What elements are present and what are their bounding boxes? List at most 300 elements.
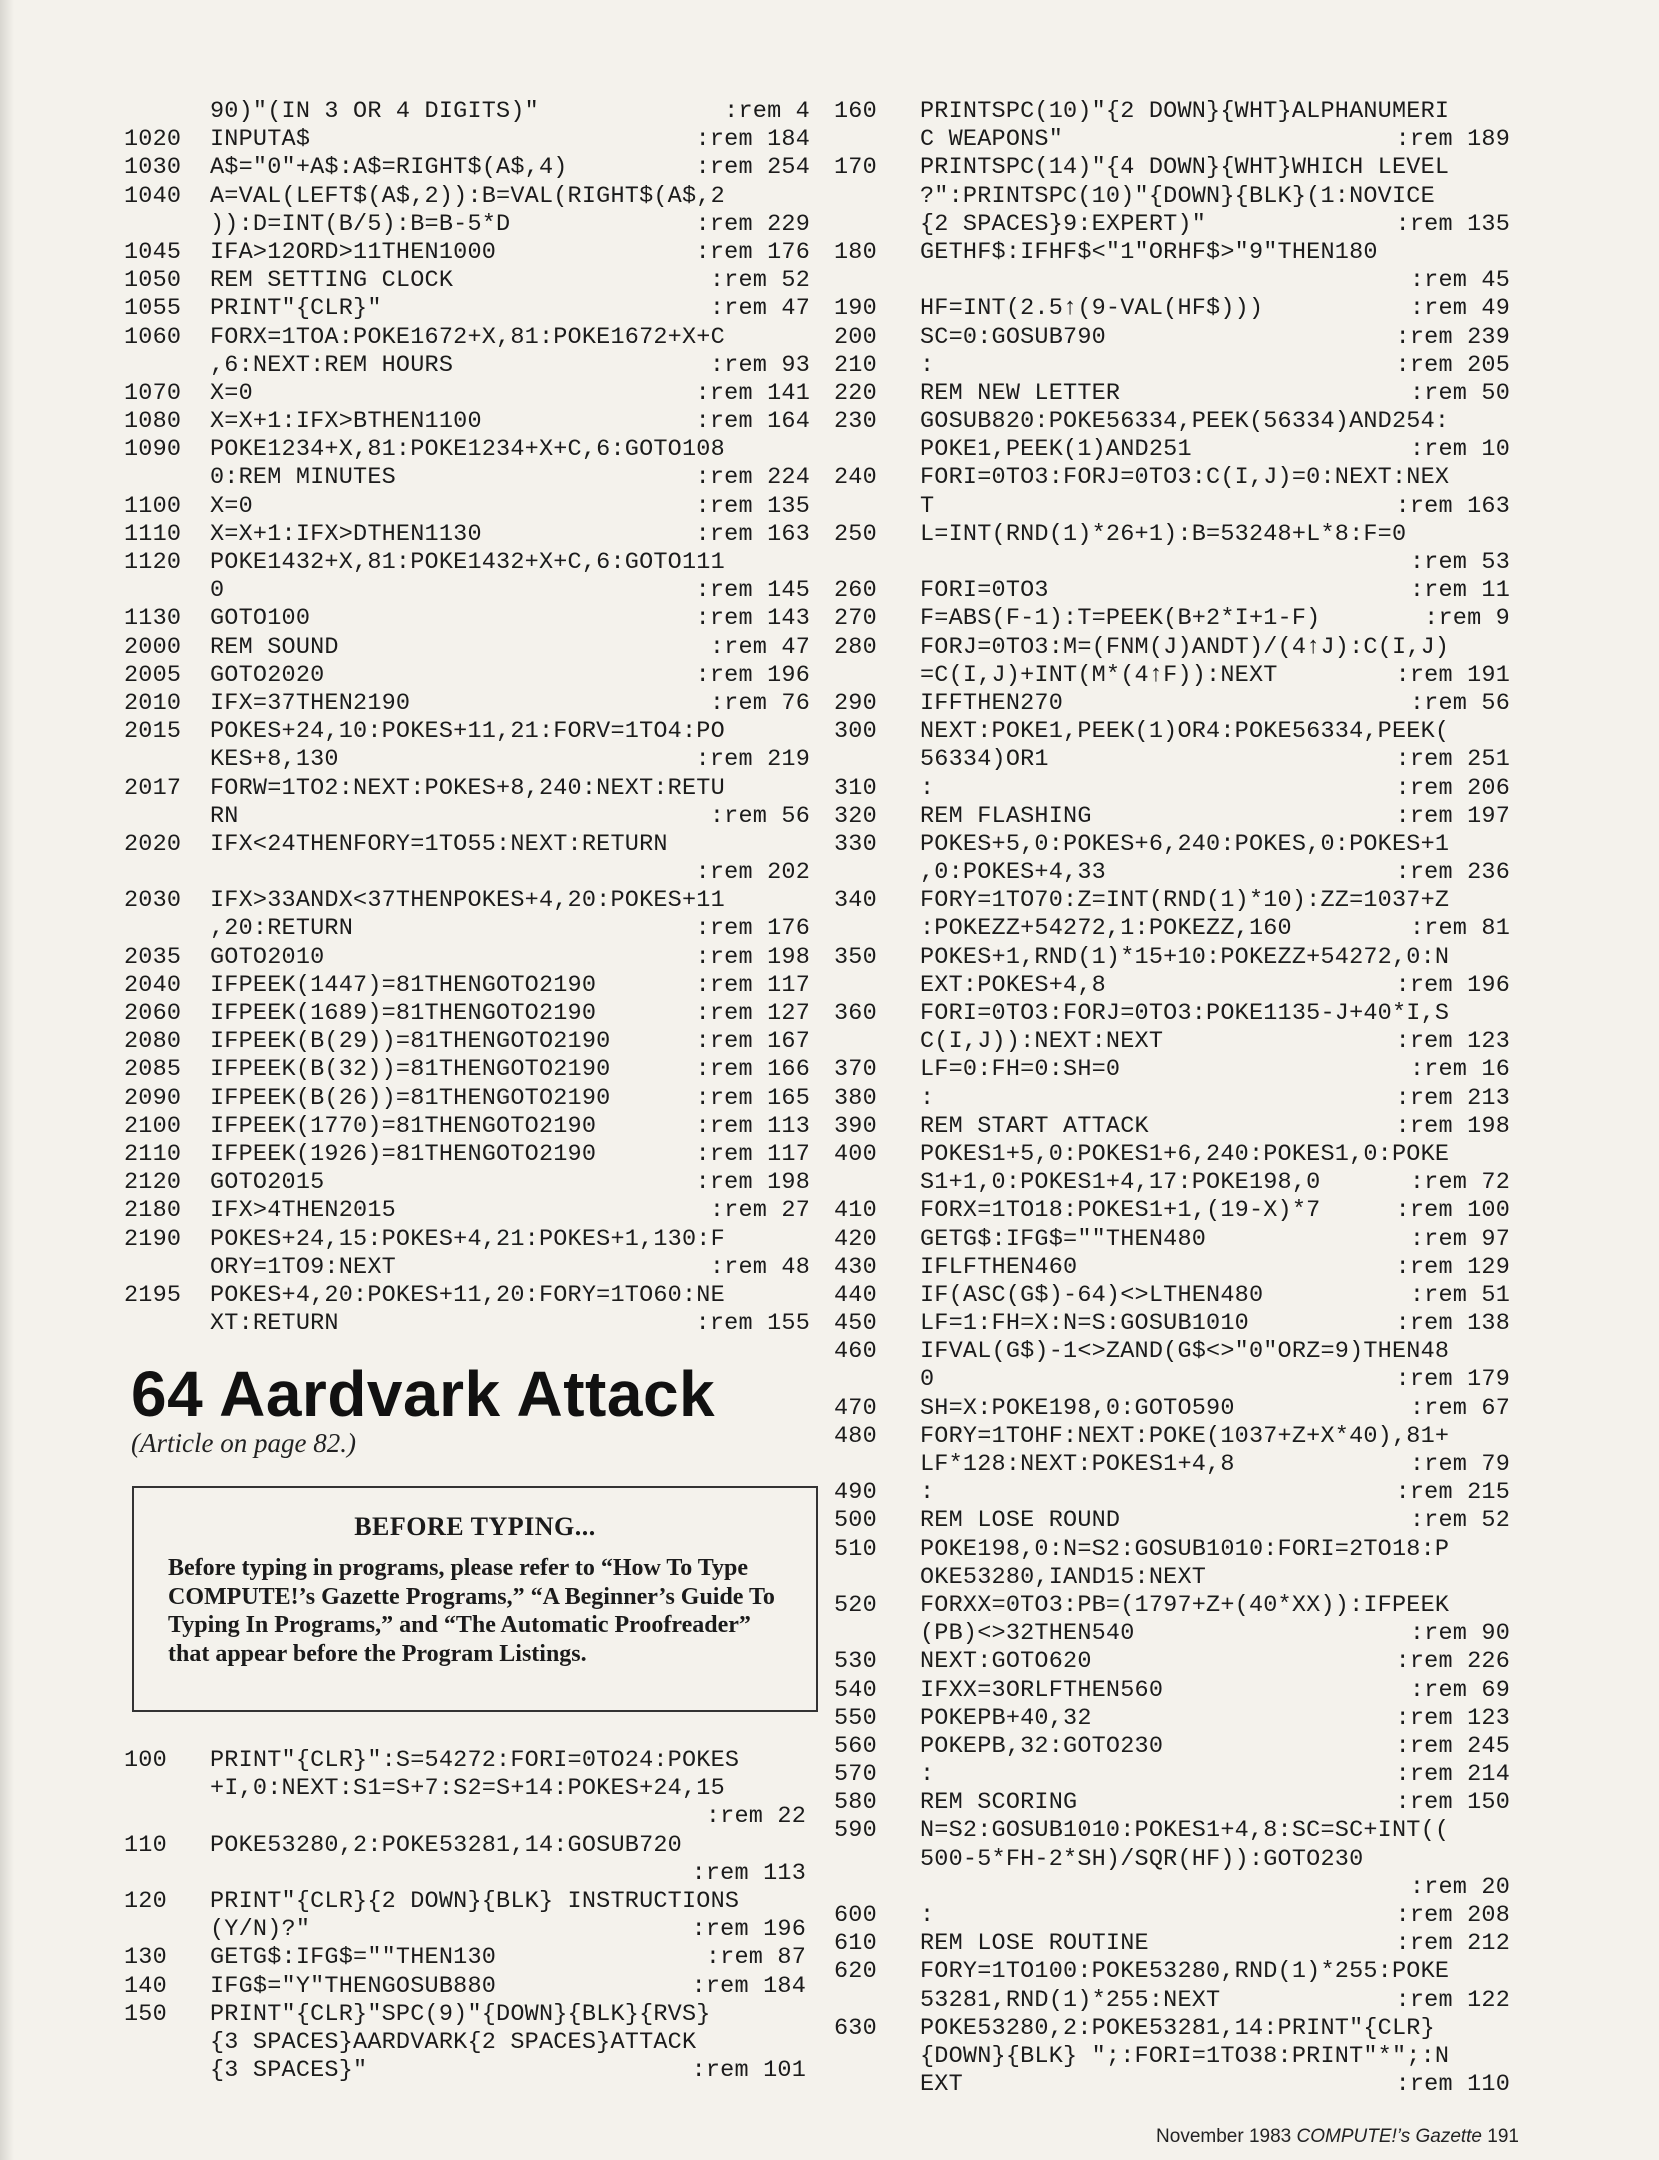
code-text: POKES+24,10:POKES+11,21:FORV=1TO4:PO <box>210 718 725 746</box>
rem-checksum: :rem 47 <box>709 295 810 323</box>
line-number: 1045 <box>124 238 182 266</box>
code-line <box>834 944 1524 972</box>
code-text: : <box>920 1761 935 1789</box>
code-text: POKES+4,20:POKES+11,20:FORY=1TO60:NE <box>210 1281 725 1309</box>
line-number: 2195 <box>124 1281 182 1309</box>
code-text: GETG$:IFG$=""THEN480 <box>920 1225 1207 1253</box>
code-line <box>834 2071 1524 2099</box>
code-line <box>834 1028 1524 1056</box>
code-line <box>124 915 820 943</box>
rem-checksum: :rem 205 <box>1395 351 1510 379</box>
code-text: HF=INT(2.5↑(9-VAL(HF$))) <box>920 295 1264 323</box>
rem-checksum: :rem 226 <box>1395 1648 1510 1676</box>
code-line <box>124 295 820 323</box>
rem-checksum: :rem 164 <box>695 408 810 436</box>
line-number: 120 <box>124 1887 167 1915</box>
code-text: NEXT:POKE1,PEEK(1)OR4:POKE56334,PEEK( <box>920 718 1450 746</box>
code-line <box>124 662 820 690</box>
code-text: RN <box>210 802 239 830</box>
rem-checksum: :rem 52 <box>1409 1507 1510 1535</box>
code-text: FORJ=0TO3:M=(FNM(J)ANDT)/(4↑J):C(I,J) <box>920 633 1450 661</box>
line-number: 530 <box>834 1648 877 1676</box>
code-line <box>124 1056 820 1084</box>
code-line <box>124 690 820 718</box>
code-text: REM SOUND <box>210 633 339 661</box>
rem-checksum: :rem 90 <box>1409 1620 1510 1648</box>
line-number: 2100 <box>124 1112 182 1140</box>
code-line <box>834 690 1524 718</box>
code-line <box>124 1000 820 1028</box>
code-line <box>834 746 1524 774</box>
code-text: GOTO100 <box>210 605 311 633</box>
code-text: +I,0:NEXT:S1=S+7:S2=S+14:POKES+24,15 <box>210 1775 725 1803</box>
rem-checksum: :rem 127 <box>695 1000 810 1027</box>
code-text: IFG$="Y"THENGOSUB880 <box>210 1972 497 2000</box>
code-text: LF=0:FH=0:SH=0 <box>920 1056 1121 1084</box>
code-line <box>834 803 1524 831</box>
code-text: REM SCORING <box>920 1789 1078 1817</box>
line-number: 490 <box>834 1479 877 1507</box>
code-text: IFA>12ORD>11THEN1000 <box>210 238 497 266</box>
code-line <box>834 1733 1524 1761</box>
code-text: EXT:POKES+4,8 <box>920 971 1106 999</box>
line-number: 2010 <box>124 689 182 717</box>
code-text: {2 SPACES}9:EXPERT)" <box>920 210 1207 238</box>
code-text: 0 <box>920 1366 935 1394</box>
code-text: N=S2:GOSUB1010:POKES1+4,8:SC=SC+INT(( <box>920 1817 1450 1845</box>
code-line <box>124 1113 820 1141</box>
code-text: IFPEEK(B(26))=81THENGOTO2190 <box>210 1084 611 1112</box>
rem-checksum: :rem 123 <box>1395 1028 1510 1056</box>
rem-checksum: :rem 117 <box>695 971 810 999</box>
code-text: FORW=1TO2:NEXT:POKES+8,240:NEXT:RETU <box>210 774 725 802</box>
line-number: 550 <box>834 1704 877 1732</box>
code-line <box>124 98 820 126</box>
code-line <box>834 887 1524 915</box>
code-line <box>834 1817 1524 1845</box>
code-text: {3 SPACES}" <box>210 2057 368 2085</box>
code-line <box>124 436 820 464</box>
article-title: 64 Aardvark Attack <box>131 1358 716 1430</box>
line-number: 2015 <box>124 718 182 746</box>
line-number: 190 <box>834 295 877 323</box>
line-number: 330 <box>834 830 877 858</box>
code-line <box>124 1747 820 1775</box>
code-line <box>124 887 820 915</box>
line-number: 300 <box>834 718 877 746</box>
rem-checksum: :rem 206 <box>1395 774 1510 802</box>
rem-checksum: :rem 150 <box>1395 1789 1510 1817</box>
line-number: 2180 <box>124 1197 182 1225</box>
line-number: 2190 <box>124 1225 182 1253</box>
line-number: 1100 <box>124 492 182 520</box>
code-line <box>124 1197 820 1225</box>
code-line <box>124 1254 820 1282</box>
rem-checksum: :rem 198 <box>695 1169 810 1197</box>
code-text: L=INT(RND(1)*26+1):B=53248+L*8:F=0 <box>920 520 1407 548</box>
rem-checksum: :rem 141 <box>695 379 810 407</box>
line-number: 510 <box>834 1535 877 1563</box>
code-line <box>124 577 820 605</box>
rem-checksum: :rem 196 <box>691 1916 806 1944</box>
line-number: 460 <box>834 1338 877 1366</box>
rem-checksum: :rem 4 <box>724 98 810 125</box>
code-line <box>124 1973 820 2001</box>
code-text: FORI=0TO3:FORJ=0TO3:C(I,J)=0:NEXT:NEX <box>920 464 1450 492</box>
code-line <box>124 803 820 831</box>
code-line <box>124 239 820 267</box>
code-text: IFX>33ANDX<37THENPOKES+4,20:POKES+11 <box>210 887 725 915</box>
line-number: 100 <box>124 1747 167 1774</box>
code-line <box>834 436 1524 464</box>
code-line <box>124 493 820 521</box>
code-text: POKE198,0:N=S2:GOSUB1010:FORI=2TO18:P <box>920 1535 1450 1563</box>
line-number: 1110 <box>124 520 182 548</box>
line-number: 1130 <box>124 605 182 633</box>
code-text: {3 SPACES}AARDVARK{2 SPACES}ATTACK <box>210 2028 697 2056</box>
rem-checksum: :rem 79 <box>1409 1451 1510 1478</box>
rem-checksum: :rem 27 <box>709 1197 810 1225</box>
code-text: T <box>920 492 935 520</box>
line-number: 1040 <box>124 182 182 210</box>
code-line <box>834 1169 1524 1197</box>
rem-checksum: :rem 184 <box>691 1972 806 2000</box>
rem-checksum: :rem 69 <box>1409 1676 1510 1704</box>
code-text: 500-5*FH-2*SH)/SQR(HF)):GOTO230 <box>920 1845 1364 1873</box>
line-number: 560 <box>834 1732 877 1760</box>
rem-checksum: :rem 51 <box>1409 1281 1510 1309</box>
rem-checksum: :rem 224 <box>695 464 810 492</box>
footer-date: November 1983 <box>1156 2126 1292 2147</box>
line-number: 140 <box>124 1972 167 2000</box>
rem-checksum: :rem 213 <box>1395 1084 1510 1112</box>
code-text: {DOWN}{BLK} ";:FORI=1TO38:PRINT"*";:N <box>920 2042 1450 2070</box>
left-column-listing-bottom <box>124 1747 820 2085</box>
rem-checksum: :rem 197 <box>1395 802 1510 830</box>
code-line <box>834 464 1524 492</box>
code-text: : <box>920 1479 935 1507</box>
code-line <box>834 408 1524 436</box>
line-number: 590 <box>834 1817 877 1845</box>
line-number: 1120 <box>124 549 182 576</box>
code-line <box>834 1423 1524 1451</box>
rem-checksum: :rem 11 <box>1409 577 1510 605</box>
rem-checksum: :rem 219 <box>695 746 810 774</box>
rem-checksum: :rem 138 <box>1395 1310 1510 1338</box>
code-text: POKE1432+X,81:POKE1432+X+C,6:GOTO111 <box>210 549 725 576</box>
code-text: LF*128:NEXT:POKES1+4,8 <box>920 1451 1235 1478</box>
rem-checksum: :rem 72 <box>1409 1169 1510 1197</box>
line-number: 440 <box>834 1281 877 1309</box>
line-number: 570 <box>834 1761 877 1789</box>
code-text: : <box>920 351 935 379</box>
line-number: 400 <box>834 1140 877 1168</box>
line-number: 280 <box>834 633 877 661</box>
code-line <box>124 775 820 803</box>
code-line <box>834 1056 1524 1084</box>
code-line <box>124 1085 820 1113</box>
code-text: ?":PRINTSPC(10)"{DOWN}{BLK}(1:NOVICE <box>920 182 1435 210</box>
code-text: POKES+5,0:POKES+6,240:POKES,0:POKES+1 <box>920 830 1450 858</box>
code-line <box>124 2057 820 2085</box>
line-number: 1055 <box>124 295 182 323</box>
code-text: IFPEEK(1926)=81THENGOTO2190 <box>210 1140 597 1168</box>
line-number: 1030 <box>124 154 182 182</box>
footer-magazine: COMPUTE!’s Gazette <box>1296 2126 1483 2147</box>
code-line <box>834 831 1524 859</box>
rem-checksum: :rem 81 <box>1409 915 1510 943</box>
code-text: (PB)<>32THEN540 <box>920 1620 1135 1648</box>
code-text: : <box>920 1084 935 1112</box>
code-text: C(I,J)):NEXT:NEXT <box>920 1028 1164 1056</box>
line-number: 360 <box>834 1000 877 1027</box>
code-text: : <box>920 1902 935 1929</box>
rem-checksum: :rem 52 <box>709 267 810 295</box>
code-line <box>834 1705 1524 1733</box>
code-line <box>124 2029 820 2057</box>
code-line <box>124 972 820 1000</box>
rem-checksum: :rem 155 <box>695 1310 810 1338</box>
code-text: PRINTSPC(10)"{2 DOWN}{WHT}ALPHANUMERI <box>920 98 1450 125</box>
code-text: SC=0:GOSUB790 <box>920 323 1106 351</box>
code-text: POKE53280,2:POKE53281,14:PRINT"{CLR} <box>920 2014 1435 2042</box>
line-number: 290 <box>834 689 877 717</box>
code-line <box>834 1789 1524 1817</box>
line-number: 110 <box>124 1831 167 1859</box>
code-text: IFPEEK(1689)=81THENGOTO2190 <box>210 1000 597 1027</box>
rem-checksum: :rem 76 <box>709 689 810 717</box>
rem-checksum: :rem 214 <box>1395 1761 1510 1789</box>
code-line <box>124 1775 820 1803</box>
rem-checksum: :rem 196 <box>695 661 810 689</box>
rem-checksum: :rem 10 <box>1409 436 1510 464</box>
code-text: FORY=1TOHF:NEXT:POKE(1037+Z+X*40),81+ <box>920 1422 1450 1450</box>
code-line <box>834 1113 1524 1141</box>
rem-checksum: :rem 56 <box>1409 689 1510 717</box>
line-number: 2017 <box>124 774 182 802</box>
code-text: IFFTHEN270 <box>920 689 1064 717</box>
line-number: 2040 <box>124 971 182 999</box>
rem-checksum: :rem 166 <box>695 1056 810 1084</box>
rem-checksum: :rem 212 <box>1395 1930 1510 1958</box>
code-line <box>834 859 1524 887</box>
code-line <box>124 746 820 774</box>
line-number: 410 <box>834 1197 877 1225</box>
code-text: X=0 <box>210 492 253 520</box>
code-line <box>834 324 1524 352</box>
line-number: 200 <box>834 323 877 351</box>
code-line <box>834 1958 1524 1986</box>
code-line <box>124 1282 820 1310</box>
code-text: PRINT"{CLR}"SPC(9)"{DOWN}{BLK}{RVS} <box>210 2000 711 2028</box>
code-text: ,6:NEXT:REM HOURS <box>210 351 454 379</box>
code-line <box>834 634 1524 662</box>
box-heading: BEFORE TYPING... <box>354 1512 596 1541</box>
line-number: 350 <box>834 943 877 971</box>
code-line <box>834 1338 1524 1366</box>
rem-checksum: :rem 163 <box>695 520 810 548</box>
code-line <box>834 352 1524 380</box>
rem-checksum: :rem 189 <box>1395 126 1510 154</box>
code-text: IFX>4THEN2015 <box>210 1197 396 1225</box>
rem-checksum: :rem 45 <box>1409 267 1510 295</box>
code-line <box>124 2001 820 2029</box>
line-number: 1060 <box>124 323 182 351</box>
line-number: 340 <box>834 887 877 915</box>
code-text: C WEAPONS" <box>920 126 1064 154</box>
rem-checksum: :rem 113 <box>695 1112 810 1140</box>
code-text: REM FLASHING <box>920 802 1092 830</box>
code-line <box>834 98 1524 126</box>
code-line <box>124 1169 820 1197</box>
code-text: )):D=INT(B/5):B=B-5*D <box>210 210 511 238</box>
line-number: 500 <box>834 1507 877 1535</box>
code-line <box>834 267 1524 295</box>
code-text: PRINTSPC(14)"{4 DOWN}{WHT}WHICH LEVEL <box>920 154 1450 182</box>
code-text: SH=X:POKE198,0:GOTO590 <box>920 1394 1235 1422</box>
code-line <box>834 1874 1524 1902</box>
code-text: LF=1:FH=X:N=S:GOSUB1010 <box>920 1310 1249 1338</box>
line-number: 2005 <box>124 661 182 689</box>
code-line <box>834 972 1524 1000</box>
code-line <box>124 380 820 408</box>
code-text: POKES1+5,0:POKES1+6,240:POKES1,0:POKE <box>920 1140 1450 1168</box>
code-line <box>124 408 820 436</box>
code-line <box>124 1860 820 1888</box>
code-text: ,0:POKES+4,33 <box>920 859 1106 887</box>
rem-checksum: :rem 53 <box>1409 549 1510 576</box>
rem-checksum: :rem 67 <box>1409 1394 1510 1422</box>
code-line <box>834 1085 1524 1113</box>
line-number: 150 <box>124 2000 167 2028</box>
footer-page-number: 191 <box>1487 2126 1519 2147</box>
code-line <box>124 183 820 211</box>
line-number: 220 <box>834 379 877 407</box>
line-number: 2020 <box>124 830 182 858</box>
code-text: IF(ASC(G$)-64)<>LTHEN480 <box>920 1281 1264 1309</box>
code-line <box>834 1930 1524 1958</box>
code-text: EXT <box>920 2071 963 2099</box>
code-line <box>124 126 820 154</box>
line-number: 1090 <box>124 436 182 464</box>
line-number: 240 <box>834 464 877 492</box>
rem-checksum: :rem 198 <box>695 943 810 971</box>
code-line <box>834 1648 1524 1676</box>
code-line <box>834 380 1524 408</box>
line-number: 1080 <box>124 408 182 436</box>
code-text: FORI=0TO3 <box>920 577 1049 605</box>
rem-checksum: :rem 135 <box>695 492 810 520</box>
rem-checksum: :rem 184 <box>695 126 810 154</box>
code-line <box>834 295 1524 323</box>
code-text: :POKEZZ+54272,1:POKEZZ,160 <box>920 915 1292 943</box>
code-line <box>834 211 1524 239</box>
line-number: 170 <box>834 154 877 182</box>
code-line <box>834 1564 1524 1592</box>
code-line <box>834 154 1524 182</box>
rem-checksum: :rem 245 <box>1395 1732 1510 1760</box>
code-text: GETG$:IFG$=""THEN130 <box>210 1944 497 1972</box>
code-text: 56334)OR1 <box>920 746 1049 774</box>
code-text: IFXX=3ORLFTHEN560 <box>920 1676 1164 1704</box>
code-text: XT:RETURN <box>210 1310 339 1338</box>
code-text: GOTO2015 <box>210 1169 325 1197</box>
code-text: NEXT:GOTO620 <box>920 1648 1092 1676</box>
line-number: 450 <box>834 1310 877 1338</box>
rem-checksum: :rem 101 <box>691 2057 806 2085</box>
code-line <box>834 1846 1524 1874</box>
code-text: IFVAL(G$)-1<>ZAND(G$<>"0"ORZ=9)THEN48 <box>920 1338 1450 1366</box>
code-line <box>124 859 820 887</box>
code-line <box>834 1987 1524 2015</box>
code-line <box>124 831 820 859</box>
code-line <box>124 267 820 295</box>
code-text: : <box>920 774 935 802</box>
code-text: FORI=0TO3:FORJ=0TO3:POKE1135-J+40*I,S <box>920 1000 1450 1027</box>
code-line <box>124 211 820 239</box>
code-line <box>834 549 1524 577</box>
line-number: 580 <box>834 1789 877 1817</box>
code-line <box>834 126 1524 154</box>
code-text: IFX<24THENFORY=1TO55:NEXT:RETURN <box>210 830 668 858</box>
code-line <box>834 718 1524 746</box>
rem-checksum: :rem 22 <box>705 1803 806 1831</box>
code-line <box>834 1000 1524 1028</box>
code-line <box>834 2015 1524 2043</box>
rem-checksum: :rem 191 <box>1395 661 1510 689</box>
code-line <box>834 1761 1524 1789</box>
code-line <box>124 352 820 380</box>
code-text: POKES+24,15:POKES+4,21:POKES+1,130:F <box>210 1225 725 1253</box>
code-text: REM LOSE ROUTINE <box>920 1930 1149 1958</box>
code-text: X=0 <box>210 379 253 407</box>
code-text: =C(I,J)+INT(M*(4↑F)):NEXT <box>920 661 1278 689</box>
code-text: GETHF$:IFHF$<"1"ORHF$>"9"THEN180 <box>920 238 1378 266</box>
page-binding-edge <box>0 0 14 2160</box>
code-line <box>834 1536 1524 1564</box>
rem-checksum: :rem 93 <box>709 351 810 379</box>
line-number: 2090 <box>124 1084 182 1112</box>
rem-checksum: :rem 122 <box>1395 1986 1510 2014</box>
code-line <box>834 1451 1524 1479</box>
code-text: POKEPB+40,32 <box>920 1704 1092 1732</box>
rem-checksum: :rem 196 <box>1395 971 1510 999</box>
code-text: A=VAL(LEFT$(A$,2)):B=VAL(RIGHT$(A$,2 <box>210 182 725 210</box>
rem-checksum: :rem 143 <box>695 605 810 633</box>
code-line <box>124 1028 820 1056</box>
rem-checksum: :rem 163 <box>1395 492 1510 520</box>
rem-checksum: :rem 16 <box>1409 1056 1510 1084</box>
code-line <box>124 154 820 182</box>
line-number: 370 <box>834 1056 877 1084</box>
code-text: IFPEEK(B(29))=81THENGOTO2190 <box>210 1028 611 1056</box>
code-text: IFPEEK(1447)=81THENGOTO2190 <box>210 971 597 999</box>
line-number: 260 <box>834 577 877 605</box>
code-line <box>834 239 1524 267</box>
rem-checksum: :rem 129 <box>1395 1253 1510 1281</box>
code-text: 53281,RND(1)*255:NEXT <box>920 1986 1221 2014</box>
rem-checksum: :rem 198 <box>1395 1112 1510 1140</box>
code-line <box>834 1366 1524 1394</box>
before-typing-box <box>132 1486 818 1712</box>
code-text: ORY=1TO9:NEXT <box>210 1253 396 1281</box>
line-number: 230 <box>834 408 877 436</box>
code-text: POKE1234+X,81:POKE1234+X+C,6:GOTO108 <box>210 436 725 464</box>
code-line <box>834 605 1524 633</box>
line-number: 2060 <box>124 1000 182 1027</box>
code-text: GOTO2020 <box>210 661 325 689</box>
rem-checksum: :rem 123 <box>1395 1704 1510 1732</box>
